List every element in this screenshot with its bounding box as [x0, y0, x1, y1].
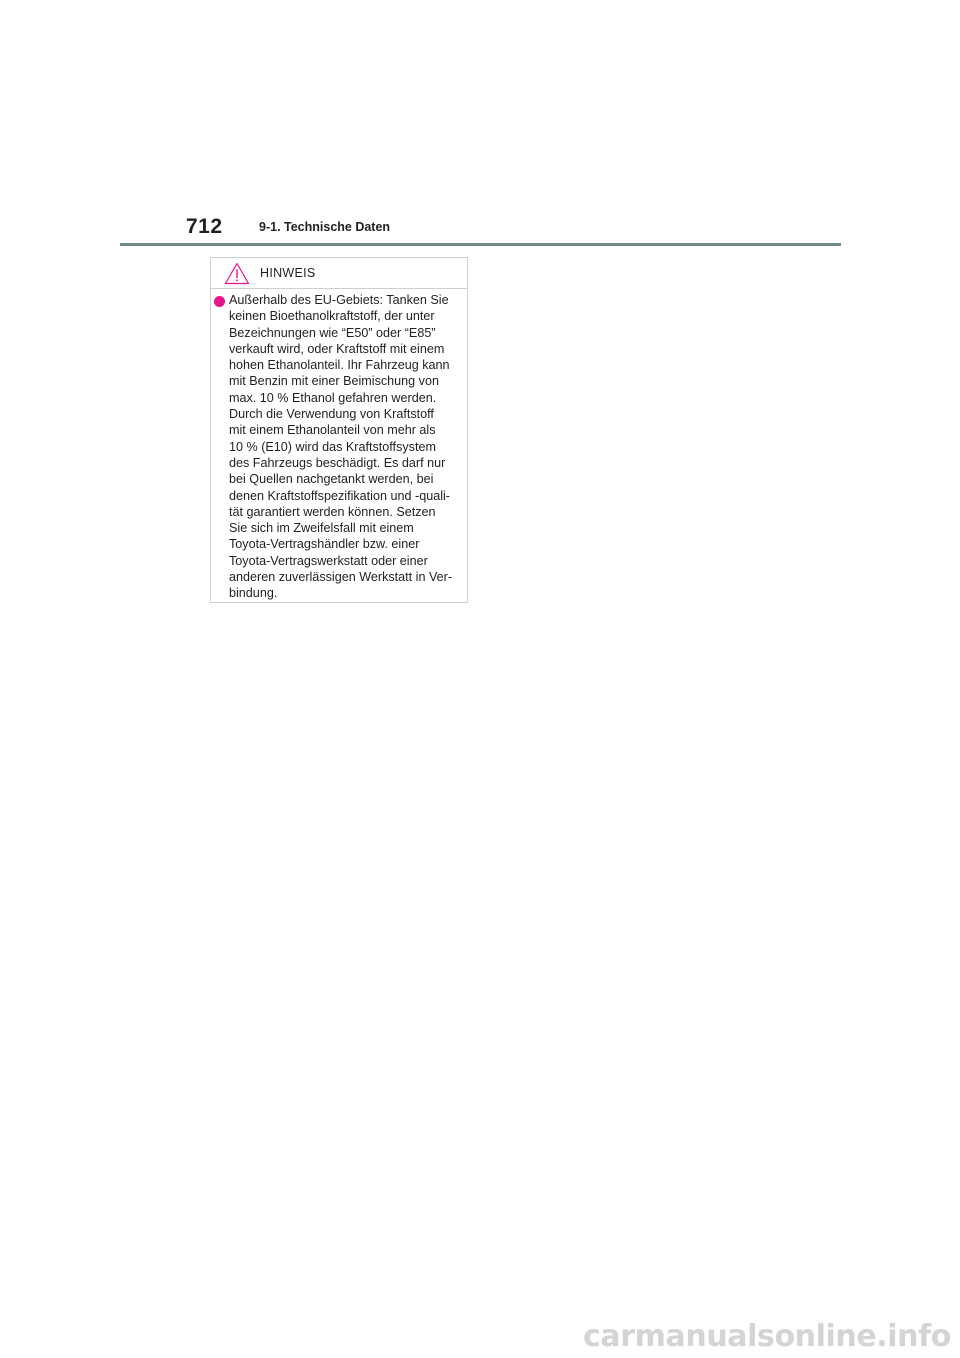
header-rule: [120, 243, 841, 246]
notice-header: [211, 258, 467, 289]
bullet-icon: [214, 296, 225, 307]
section-title: 9-1. Technische Daten: [259, 220, 391, 234]
page-number: 712: [186, 215, 223, 238]
notice-text: Außerhalb des EU-Gebiets: Tanken Sie keinen Bioethanolkraftstoff, der unter Bezeichnungen wie “E50” oder “E85” verkauft wird, oder Kraftstoff mit einem hohen Ethanolanteil. Ihr Fahrzeug kann mit Benzin mit einer Beimischung von max. 10 % Ethanol gefahren werden. Durch die Verwendung von Kraftstoff mit einem Ethanolanteil von mehr als 10 % (E10) wird das Kraftstoffsystem des Fahrzeugs beschädigt. Es darf nur bei Quellen nachgetankt werden, bei denen Kraftstoffspezifikation und -quali- tät garantiert werden können. Setzen Sie sich im Zweifelsfall mit einem Toyota-Vertragshändler bzw. einer Toyota-Vertragswerkstatt oder einer anderen zuverlässigen Werkstatt in Ver- bindung.: [229, 293, 453, 601]
notice-box: [210, 257, 468, 603]
watermark: carmanualsonline.info: [583, 1319, 951, 1354]
notice-title: HINWEIS: [260, 266, 316, 280]
warning-triangle-icon: [224, 262, 250, 285]
